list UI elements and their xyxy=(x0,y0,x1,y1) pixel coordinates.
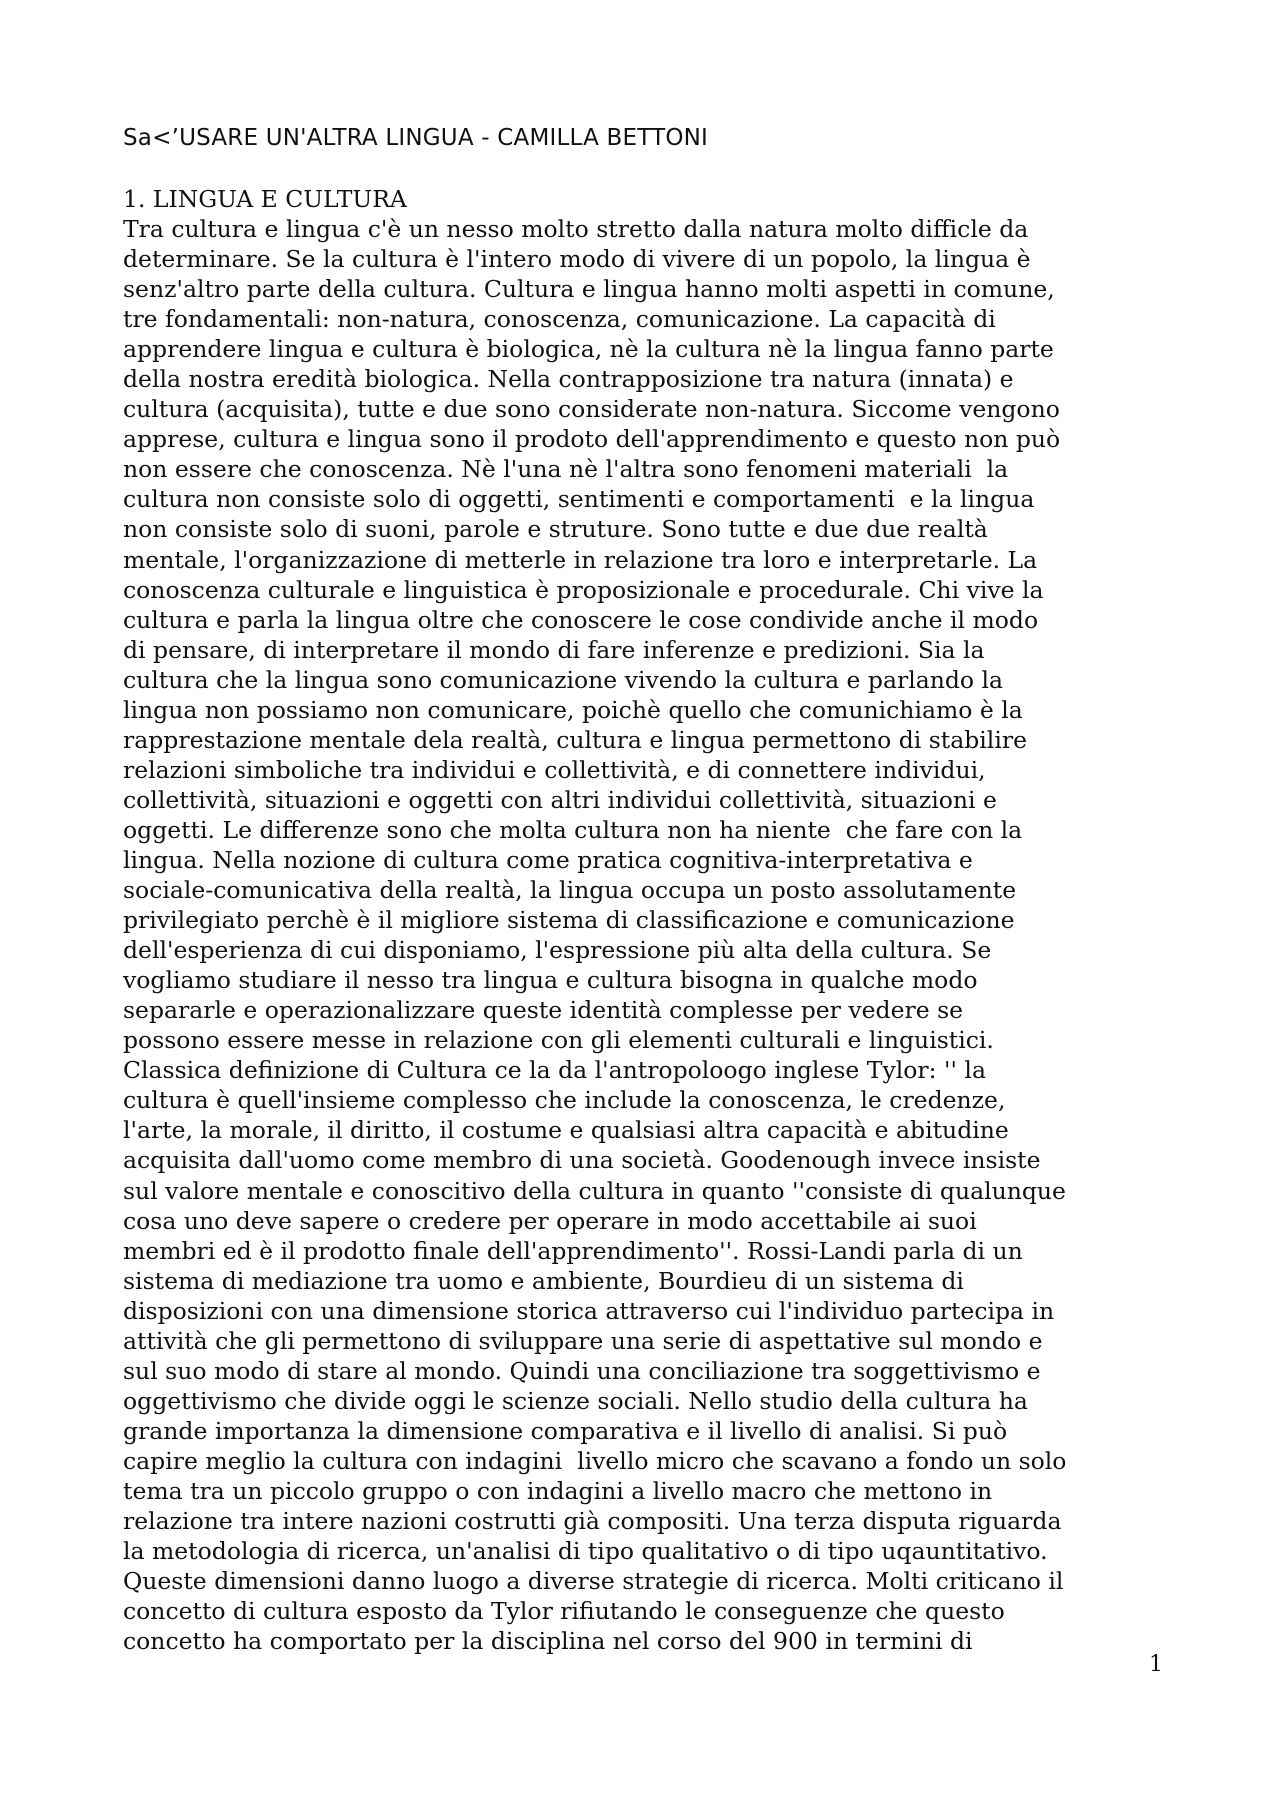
text-line: Queste dimensioni danno luogo a diverse strategie di ricerca. Molti criticano il xyxy=(123,1567,1064,1596)
section-heading: 1. LINGUA E CULTURA xyxy=(123,185,407,213)
text-line: cultura è quell'insieme complesso che include la conoscenza, le credenze, xyxy=(123,1086,1006,1115)
text-line: acquisita dall'uomo come membro di una società. Goodenough invece insiste xyxy=(123,1146,1041,1175)
text-line: possono essere messe in relazione con gli elementi culturali e linguistici. xyxy=(123,1026,994,1055)
text-line: Tra cultura e lingua c'è un nesso molto stretto dalla natura molto difficle da xyxy=(123,215,1029,243)
text-line: oggetti. Le differenze sono che molta cultura non ha niente che fare con la xyxy=(123,815,1023,844)
body-paragraph xyxy=(123,214,1183,1656)
text-line: determinare. Se la cultura è l'intero modo di vivere di un popolo, la lingua è xyxy=(123,245,1031,274)
text-line: conoscenza culturale e linguistica è proposizionale e procedurale. Chi vive la xyxy=(123,575,1044,604)
text-line: concetto ha comportato per la disciplina nel corso del 900 in termini di xyxy=(123,1627,973,1656)
text-line: tre fondamentali: non-natura, conoscenza, comunicazione. La capacità di xyxy=(123,305,996,334)
text-line: mentale, l'organizzazione di metterle in relazione tra loro e interpretarle. La xyxy=(123,545,1038,574)
text-line: dell'esperienza di cui disponiamo, l'espressione più alta della cultura. Se xyxy=(123,936,992,965)
text-line: oggettivismo che divide oggi le scienze sociali. Nello studio della cultura ha xyxy=(123,1386,1028,1415)
text-line: cultura non consiste solo di oggetti, sentimenti e comportamenti e la lingua xyxy=(123,485,1035,514)
text-line: cultura (acquisita), tutte e due sono considerate non-natura. Siccome vengono xyxy=(123,395,1060,424)
text-line: disposizioni con una dimensione storica attraverso cui l'individuo partecipa in xyxy=(123,1296,1055,1325)
text-line: cultura e parla la lingua oltre che conoscere le cose condivide anche il modo xyxy=(123,605,1039,634)
text-line: collettività, situazioni e oggetti con altri individui collettività, situazioni e xyxy=(123,785,997,814)
text-line: tema tra un piccolo gruppo o con indagini a livello macro che mettono in xyxy=(123,1476,993,1505)
text-line: concetto di cultura esposto da Tylor rifiutando le conseguenze che questo xyxy=(123,1597,1005,1626)
text-line: della nostra eredità biologica. Nella contrapposizione tra natura (innata) e xyxy=(123,365,1014,394)
text-line: sul suo modo di stare al mondo. Quindi una conciliazione tra soggettivismo e xyxy=(123,1356,1041,1385)
text-line: membri ed è il prodotto finale dell'apprendimento''. Rossi-Landi parla di un xyxy=(123,1236,1023,1265)
text-line: apprendere lingua e cultura è biologica, nè la cultura nè la lingua fanno parte xyxy=(123,335,1054,364)
text-line: rapprestazione mentale dela realtà, cultura e lingua permettono di stabilire xyxy=(123,725,1027,754)
text-line: di pensare, di interpretare il mondo di fare inferenze e predizioni. Sia la xyxy=(123,635,985,664)
document-title: Sa<’USARE UN'ALTRA LINGUA - CAMILLA BETTONI xyxy=(123,125,709,151)
text-line: lingua. Nella nozione di cultura come pratica cognitiva-interpretativa e xyxy=(123,845,973,874)
text-line: senz'altro parte della cultura. Cultura e lingua hanno molti aspetti in comune, xyxy=(123,275,1055,304)
text-line: sistema di mediazione tra uomo e ambiente, Bourdieu di un sistema di xyxy=(123,1266,964,1295)
text-line: separarle e operazionalizzare queste identità complesse per vedere se xyxy=(123,996,964,1025)
text-line: privilegiato perchè è il migliore sistema di classificazione e comunicazione xyxy=(123,906,1015,935)
text-line: capire meglio la cultura con indagini livello micro che scavano a fondo un solo xyxy=(123,1446,1067,1475)
text-line: relazione tra intere nazioni costrutti già compositi. Una terza disputa riguarda xyxy=(123,1507,1062,1536)
text-line: non consiste solo di suoni, parole e struture. Sono tutte e due due realtà xyxy=(123,515,988,544)
text-line: attività che gli permettono di sviluppare una serie di aspettative sul mondo e xyxy=(123,1326,1043,1355)
text-line: cultura che la lingua sono comunicazione vivendo la cultura e parlando la xyxy=(123,665,1004,694)
text-line: sociale-comunicativa della realtà, la lingua occupa un posto assolutamente xyxy=(123,876,1017,905)
page-number: 1 xyxy=(1149,1652,1163,1677)
text-line: vogliamo studiare il nesso tra lingua e cultura bisogna in qualche modo xyxy=(123,966,978,995)
text-line: Classica definizione di Cultura ce la da l'antropoloogo inglese Tylor: '' la xyxy=(123,1056,986,1085)
text-line: lingua non possiamo non comunicare, poichè quello che comunichiamo è la xyxy=(123,695,1023,724)
text-line: cosa uno deve sapere o credere per operare in modo accettabile ai suoi xyxy=(123,1206,977,1235)
text-line: relazioni simboliche tra individui e collettività, e di connettere individui, xyxy=(123,755,986,784)
text-line: la metodologia di ricerca, un'analisi di tipo qualitativo o di tipo uqauntitativo. xyxy=(123,1537,1048,1566)
text-line: l'arte, la morale, il diritto, il costume e qualsiasi altra capacità e abitudine xyxy=(123,1116,1009,1145)
text-line: sul valore mentale e conoscitivo della cultura in quanto ''consiste di qualunque xyxy=(123,1176,1066,1205)
text-line: apprese, cultura e lingua sono il prodoto dell'apprendimento e questo non può xyxy=(123,425,1061,454)
text-line: grande importanza la dimensione comparativa e il livello di analisi. Si può xyxy=(123,1416,1008,1445)
text-line: non essere che conoscenza. Nè l'una nè l'altra sono fenomeni materiali la xyxy=(123,455,1009,484)
